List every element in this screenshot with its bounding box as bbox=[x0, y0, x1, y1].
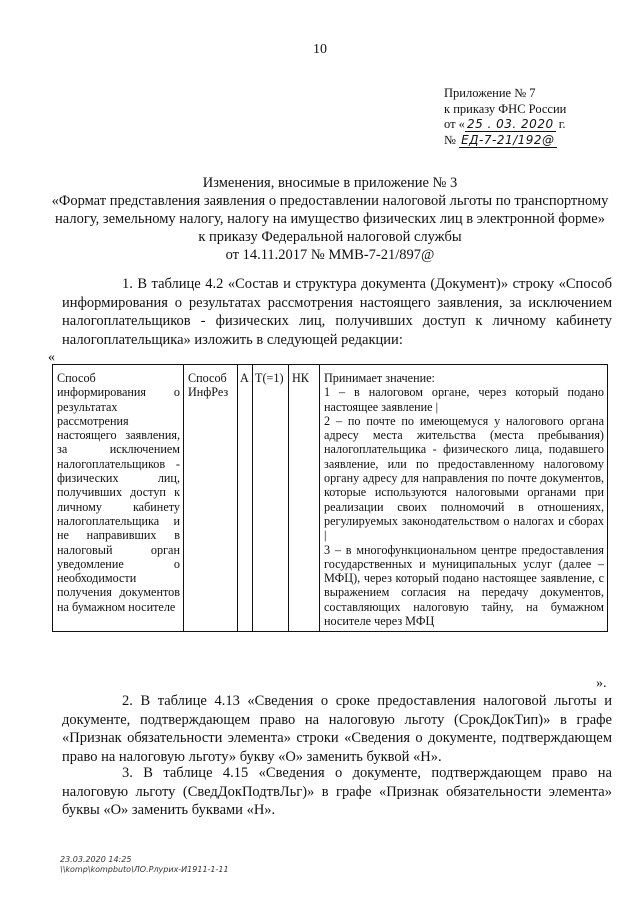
title-line-1: Изменения, вносимые в приложение № 3 bbox=[202, 175, 458, 191]
paragraph-2: 2. В таблице 4.13 «Сведения о сроке предоставления налоговой льготы и документе, подтверждающем право на налоговую льготу (СрокДокТип)» в графе «Признак обязательности элемента» строки «Сведения о документе, подтверждающем право на налоговую льготу» букву «О» заменить буквой «Н». bbox=[62, 693, 612, 765]
handwritten-number: ЕД-7-21/192@ bbox=[461, 132, 555, 147]
closing-quote: ». bbox=[596, 676, 607, 691]
appendix-line-2: к приказу ФНС России bbox=[444, 101, 567, 116]
appendix-header bbox=[444, 86, 634, 148]
document-title bbox=[50, 174, 610, 264]
table-row bbox=[53, 365, 608, 632]
values-title: Принимает значение: bbox=[324, 371, 435, 385]
handwritten-date: 25 . 03. 2020 bbox=[466, 117, 554, 131]
paragraph-1: 1. В таблице 4.2 «Состав и структура документа (Документ)» строку «Способ информирования о результатах рассмотрения настоящего заявления, за исключением налогоплательщиков - физических лиц, получивших доступ к личному кабинету налогоплательщика» изложить в следующей редакции: bbox=[62, 276, 612, 348]
appendix-line-1: Приложение № 7 bbox=[444, 86, 536, 100]
date-prefix: от « bbox=[444, 117, 465, 131]
date-suffix: г. bbox=[558, 117, 566, 131]
value-2: 2 – по почте по имеющемуся у налогового органа адресу места жительства (места пребывания) налогоплательщика - физического лица, подавшего заявление, или по предоставленному налоговому органу адресу для направления по почте документов, которые используются налоговыми органами при реализации своих полномочий в отношениях, регулируемых законодательством о налогах и сборах | bbox=[324, 413, 604, 543]
cell-code: Способ ИнфРез bbox=[184, 365, 238, 632]
title-line-2: «Формат представления заявления о предоставлении налоговой льготы по транспортному налогу, земельному налогу, налогу на имущество физических лиц в электронной форме» к приказу Федеральной налоговой службы bbox=[51, 193, 609, 245]
cell-format: Т(=1) bbox=[253, 365, 289, 632]
number-prefix: № bbox=[444, 132, 456, 147]
appendix-number bbox=[444, 133, 634, 149]
footer-stamp bbox=[60, 855, 229, 875]
page-number: 10 bbox=[313, 42, 327, 57]
appendix-date bbox=[444, 117, 634, 133]
paragraph-3: 3. В таблице 4.15 «Сведения о документе, подтверждающем право на налоговую льготу (СведДокПодтвЛьг)» в графе «Признак обязательности элемента» буквы «О» заменить буквами «Н». bbox=[62, 765, 612, 818]
value-3: 3 – в многофункциональном центре предоставления государственных и муниципальных услуг (далее – МФЦ), через который подано настоящее заявление, с выражением согласия на передачу документов, составляющих налоговую тайну, на бумажном носителе через МФЦ bbox=[324, 542, 604, 629]
footer-line-2: \\komp\kompbuto\ЛО.Рлурих-И1911-1-11 bbox=[60, 865, 229, 874]
cell-required: НК bbox=[289, 365, 320, 632]
opening-quote: « bbox=[48, 350, 55, 365]
cell-values bbox=[320, 365, 608, 632]
cell-attr: А bbox=[238, 365, 253, 632]
replacement-table bbox=[52, 364, 608, 632]
footer-line-1: 23.03.2020 14:25 bbox=[60, 855, 132, 864]
cell-element-name: Способ информирования о результатах рассмотрения настоящего заявления, за исключением налогоплательщиков - физических лиц, получивших доступ к личному кабинету налогоплательщика и не направивших в налоговый орган уведомление о необходимости получения документов на бумажном носителе bbox=[53, 365, 184, 632]
value-1: 1 – в налоговом органе, через который подано настоящее заявление | bbox=[324, 385, 604, 414]
title-line-3: от 14.11.2017 № ММВ-7-21/897@ bbox=[225, 247, 435, 263]
